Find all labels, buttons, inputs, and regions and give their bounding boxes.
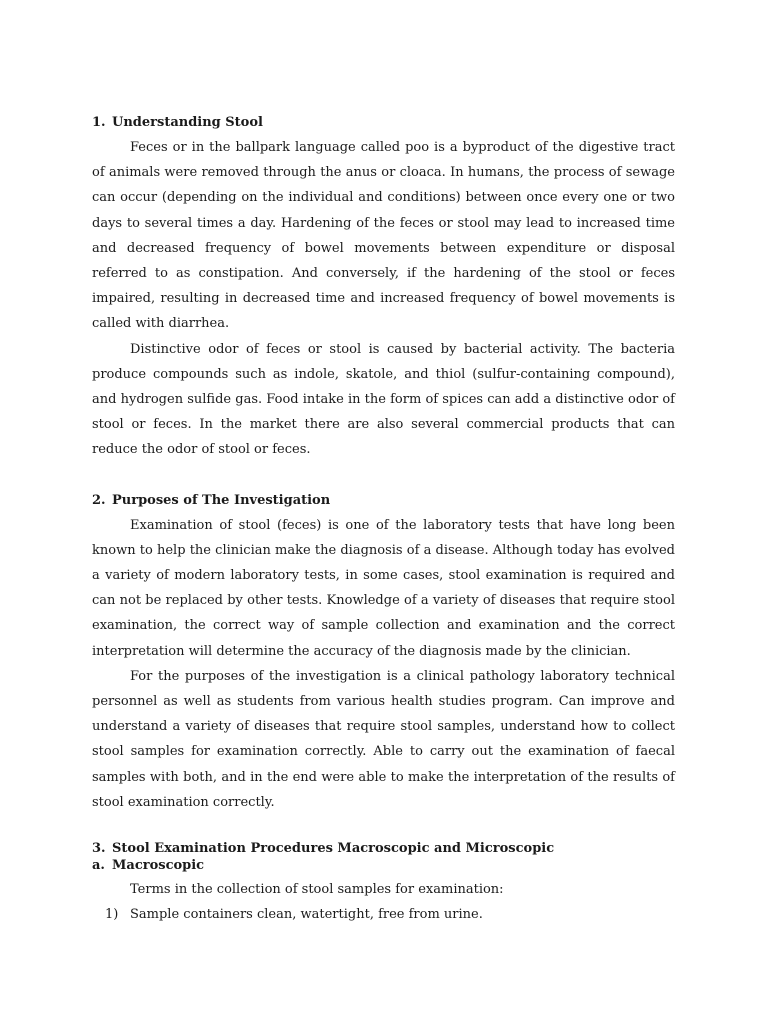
document-body xyxy=(92,110,675,927)
subsection-a-letter: a. xyxy=(92,858,105,874)
section-2-number: 2. xyxy=(92,492,106,508)
list-item xyxy=(92,902,675,927)
list-item-text: Sample containers clean, watertight, free from urine. xyxy=(130,907,483,923)
subsection-a-title: Macroscopic xyxy=(112,858,205,874)
section-spacer xyxy=(92,463,675,488)
section-3-number: 3. xyxy=(92,841,106,857)
section-1-paragraph-1: Feces or in the ballpark language called poo is a byproduct of the digestive tract of animals were removed through the anus or cloaca. In humans, the process of sewage can occur (depending on the individual and conditions) between once every one or two days to several times a day. Hardening of the feces or stool may lead to increased time and decreased frequency of bowel movements between expenditure or disposal referred to as constipation. And conversely, if the hardening of the stool or feces impaired, resulting in decreased time and increased frequency of bowel movements is called with diarrhea. xyxy=(92,140,675,332)
section-3-title: Stool Examination Procedures Macroscopic and Microscopic xyxy=(112,841,555,857)
list-item-number: 1) xyxy=(105,907,119,923)
section-1-number: 1. xyxy=(92,115,106,130)
subsection-a-intro: Terms in the collection of stool samples for examination: xyxy=(130,882,504,898)
section-1-paragraph-2: Distinctive odor of feces or stool is caused by bacterial activity. The bacteria produce compounds such as indole, skatole, and thiol (sulfur-containing compound), and hydrogen sulfide gas. Food intake in the form of spices can add a distinctive odor of stool or feces. In the market there are also several commercial products that can reduce the odor of stool or feces. xyxy=(92,341,675,458)
section-spacer xyxy=(92,815,675,840)
subsection-a-heading xyxy=(92,857,675,877)
section-2-heading xyxy=(92,488,675,513)
section-1-heading xyxy=(92,110,675,135)
section-2-paragraph-2: For the purposes of the investigation is a clinical pathology laboratory technical personnel as well as students from various health studies program. Can improve and understand a variety of diseases that require stool samples, understand how to collect stool samples for examination correctly. Able to carry out the examination of faecal samples with both, and in the end were able to make the interpretation of the results of stool examination correctly. xyxy=(92,668,675,810)
section-3-heading xyxy=(92,840,675,857)
section-2-paragraph-1: Examination of stool (feces) is one of the laboratory tests that have long been known to help the clinician make the diagnosis of a disease. Although today has evolved a variety of modern laboratory tests, in some cases, stool examination is required and can not be replaced by other tests. Knowledge of a variety of diseases that require stool examination, the correct way of sample collection and examination and the correct interpretation will determine the accuracy of the diagnosis made by the clinician. xyxy=(92,517,675,659)
section-1-title: Understanding Stool xyxy=(112,115,263,130)
section-2-title: Purposes of The Investigation xyxy=(112,492,331,508)
